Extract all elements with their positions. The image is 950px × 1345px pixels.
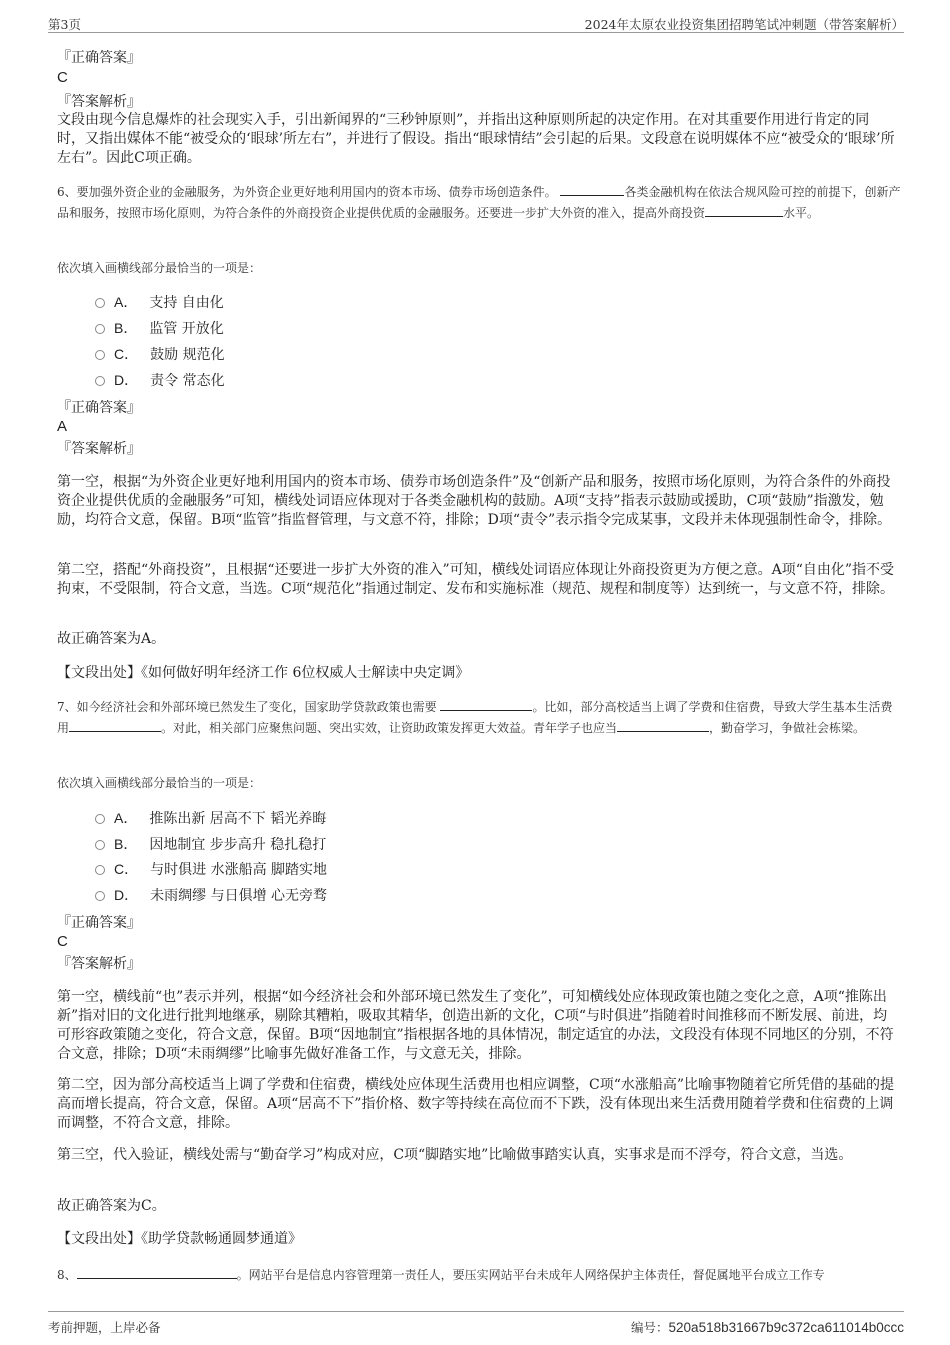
answer-value: A <box>57 418 68 435</box>
radio-icon[interactable] <box>95 350 105 360</box>
answer-value: C <box>57 933 68 950</box>
analysis-paragraph: 第一空，根据“为外资企业更好地利用国内的资本市场、债券市场创造条件”及“创新产品和服务，按照市场化原则，为符合条件的外商投资企业提供优质的金融服务”可知，横线处词语应体现对于各类金融机构的鼓励。A项“支持”指表示鼓励或援助，C项“鼓励”指激发，勉励，均符合文意，保留。B项“监管”指监督管理，与文意不符，排除；D项“责令”表示指令完成某事，文段并未体现强制性命令，排除。 <box>57 474 892 528</box>
analysis-paragraph: 第一空，横线前“也”表示并列，根据“如今经济社会和外部环境已然发生了变化”，可知横线处应体现政策也随之变化之意，A项“推陈出新”指对旧的文化进行批判地继承，剔除其糟粕，吸取其精华，创造出新的文化，C项“与时俱进”指随着时间推移而不断发展、前进，均可形容政策随之变化，符合文意，保留。B项“因地制宜”指根据各地的具体情况，制定适宜的办法，文段没有体现不同地区的分别，不符合文意，排除；D项“未雨绸缪”比喻事先做好准备工作，与文意无关，排除。 <box>57 989 894 1062</box>
radio-icon[interactable] <box>95 814 105 824</box>
question-number: 8、 <box>57 1268 77 1282</box>
fill-blank <box>77 1265 237 1279</box>
page-header <box>48 12 904 33</box>
option-b[interactable]: B． 监管 开放化 <box>95 318 224 338</box>
analysis-label: 『答案解析』 <box>57 956 141 972</box>
analysis-paragraph: 第二空，搭配“外商投资”，且根据“还要进一步扩大外资的准入”可知，横线处词语应体现让外商投资更为方便之意。A项“自由化”指不受拘束，不受限制，符合文意，当选。C项“规范化”指通过制定、发布和实施标准（规范、规程和制度等）达到统一，与文意不符，排除。 <box>57 562 895 597</box>
answer-label: 『正确答案』 <box>57 400 141 416</box>
answer-label: 『正确答案』 <box>57 915 141 931</box>
document-title: 2024年太原农业投资集团招聘笔试冲刺题（带答案解析） <box>584 17 904 32</box>
source-line: 【文段出处】《助学贷款畅通圆梦通道》 <box>57 1231 302 1247</box>
option-c[interactable]: C． 鼓励 规范化 <box>95 344 225 364</box>
radio-icon[interactable] <box>95 840 105 850</box>
document-code: 编号：520a518b31667b9c372ca611014b0ccc <box>631 1320 904 1335</box>
source-line: 【文段出处】《如何做好明年经济工作 6位权威人士解读中央定调》 <box>57 665 470 681</box>
question-prompt: 依次填入画横线部分最恰当的一项是： <box>57 776 262 790</box>
radio-icon[interactable] <box>95 865 105 875</box>
option-a[interactable]: A． 推陈出新 居高不下 韬光养晦 <box>95 808 326 828</box>
question-stem: 8、 。网站平台是信息内容管理第一责任人，要压实网站平台未成年人网络保护主体责任，督促属地平台成立工作专 <box>57 1265 902 1286</box>
analysis-paragraph: 第三空，代入验证，横线处需与“勤奋学习”构成对应，C项“脚踏实地”比喻做事踏实认真，实事求是而不浮夸，符合文意，当选。 <box>57 1147 853 1163</box>
question-prompt: 依次填入画横线部分最恰当的一项是： <box>57 261 262 275</box>
analysis-paragraph: 第二空，因为部分高校适当上调了学费和住宿费，横线处应体现生活费用也相应调整，C项“水涨船高”比喻事物随着它所凭借的基础的提高而增长提高，符合文意，保留。A项“居高不下”指价格、数字等持续在高位而不下跌，没有体现出来生活费用随着学费和住宿费的上调而调整，不符合文意，排除。 <box>57 1077 895 1131</box>
question-number: 6、 <box>57 185 77 199</box>
analysis-label: 『答案解析』 <box>57 94 141 110</box>
fill-blank <box>69 718 161 732</box>
option-a[interactable]: A． 支持 自由化 <box>95 292 224 312</box>
option-d[interactable]: D． 未雨绸缪 与日俱增 心无旁骛 <box>95 885 327 905</box>
analysis-paragraph: 故正确答案为A。 <box>57 631 166 647</box>
fill-blank <box>705 203 783 217</box>
analysis-paragraph: 故正确答案为C。 <box>57 1198 166 1214</box>
answer-value: C <box>57 69 68 86</box>
option-d[interactable]: D． 责令 常态化 <box>95 370 225 390</box>
fill-blank <box>560 182 624 196</box>
question-stem: 6、要加强外资企业的金融服务，为外资企业更好地利用国内的资本市场、债券市场创造条件。 各类金融机构在依法合规风险可控的前提下，创新产品和服务，按照市场化原则，为符合条件的外商投资企业提供优质的金融服务。还要进一步扩大外资的准入，提高外商投资 水平。 <box>57 182 902 224</box>
option-b[interactable]: B． 因地制宜 步步高升 稳扎稳打 <box>95 834 326 854</box>
question-stem: 7、如今经济社会和外部环境已然发生了变化，国家助学贷款政策也需要 。比如，部分高校适当上调了学费和住宿费，导致大学生基本生活费用 。对此，相关部门应聚焦问题、突出实效，让资助政策发挥更大效益。青年学子也应当 ，勤奋学习，争做社会栋梁。 <box>57 697 902 739</box>
page-footer <box>48 1311 904 1336</box>
fill-blank <box>617 718 709 732</box>
analysis-paragraph: 文段由现今信息爆炸的社会现实入手，引出新闻界的“三秒钟原则”，并指出这种原则所起的决定作用。在对其重要作用进行肯定的同时，又指出媒体不能“被受众的‘眼球’所左右”，并进行了假设。指出“眼球情结”会引起的后果。文段意在说明媒体不应“被受众的‘眼球’所左右”。因此C项正确。 <box>57 112 895 166</box>
fill-blank <box>440 697 532 711</box>
option-c[interactable]: C． 与时俱进 水涨船高 脚踏实地 <box>95 859 327 879</box>
page-number: 第3页 <box>48 17 81 32</box>
radio-icon[interactable] <box>95 891 105 901</box>
radio-icon[interactable] <box>95 376 105 386</box>
footer-slogan: 考前押题，上岸必备 <box>48 1320 161 1335</box>
question-number: 7、 <box>57 700 77 714</box>
answer-label: 『正确答案』 <box>57 50 141 66</box>
analysis-label: 『答案解析』 <box>57 441 141 457</box>
radio-icon[interactable] <box>95 298 105 308</box>
radio-icon[interactable] <box>95 324 105 334</box>
